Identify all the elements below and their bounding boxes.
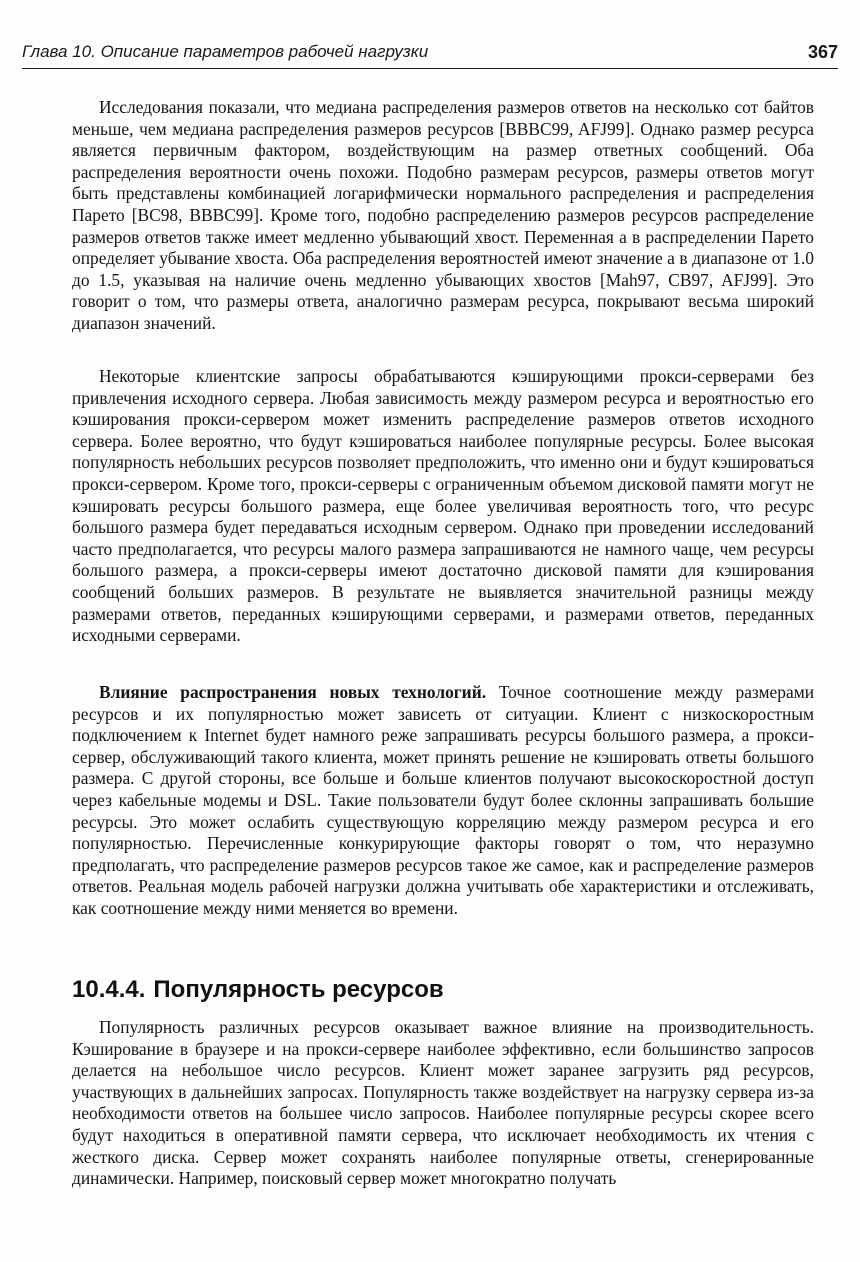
paragraph-resource-popularity: Популярность различных ресурсов оказывает важное влияние на производительность. Кэширование в браузере и на прокси-сервере наиболее эффективно, если большинство запросов делается на небольшое число ресурсов. Клиент может заранее загрузить ряд ресурсов, участвующих в дальнейших запросах. Популярность также воздействует на нагрузку сервера из-за необходимости ответов на большее число запросов. Наиболее популярные ресурсы скорее всего будут находиться в оперативной памяти сервера, что исключает необходимость их чтения с жесткого диска. Сервер может сохранять наиболее популярные ответы, сгенерированные динамически. Например, поисковый сервер может многократно получать — [72, 1017, 814, 1189]
running-header — [22, 40, 838, 69]
chapter-title: Глава 10. Описание параметров рабочей нагрузки — [22, 42, 429, 61]
page-number: 367 — [807, 42, 838, 62]
paragraph-new-technologies — [72, 682, 814, 920]
paragraph-response-size-median: Исследования показали, что медиана распределения размеров ответов на несколько сот байтов меньше, чем медиана распределения размеров ресурсов [BBBC99, AFJ99]. Однако размер ресурса является первичным фактором, воздействующим на размер ответных сообщений. Оба распределения вероятности очень похожи. Подобно размерам ресурсов, размеры ответов могут быть представлены комбинацией логарифмически нормального распределения и распределения Парето [BC98, BBBC99]. Кроме того, подобно распределению размеров ресурсов распределение размеров ответов также имеет медленно убывающий хвост. Переменная a в распределении Парето определяет убывание хвоста. Оба распределения вероятностей имеют значение a в диапазоне от 1.0 до 1.5, указывая на наличие очень медленно убывающих хвостов [Mah97, CB97, AFJ99]. Это говорит о том, что размеры ответа, аналогично размерам ресурса, покрывают весьма широкий диапазон значений. — [72, 97, 814, 333]
section-heading — [72, 975, 444, 1005]
section-number: 10.4.4. — [72, 976, 146, 1003]
section-title: Популярность ресурсов — [153, 976, 444, 1003]
paragraph-body: Точное соотношение между размерами ресурсов и их популярностью может зависеть от ситуации. Клиент с низкоскоростным подключением к Internet будет намного реже запрашивать ресурсы большого размера, а прокси-сервер, обслуживающий такого клиента, может принять решение не кэшировать ответы большого размера. С другой стороны, все больше и больше клиентов получают высокоскоростной доступ через кабельные модемы и DSL. Такие пользователи будут более склонны запрашивать большие ресурсы. Это может ослабить существующую корреляцию между размером ресурса и его популярностью. Перечисленные конкурирующие факторы говорят о том, что неразумно предполагать, что распределение размеров ресурсов такое же самое, как и распределение размеров ответов. Реальная модель рабочей нагрузки должна учитывать обе характеристики и отслеживать, как соотношение между ними меняется во времени. — [72, 682, 814, 918]
paragraph-lead-in: Влияние распространения новых технологий. — [99, 682, 487, 702]
paragraph-proxy-caching: Некоторые клиентские запросы обрабатываются кэширующими прокси-серверами без привлечения исходного сервера. Любая зависимость между размером ресурса и вероятностью его кэширования прокси-сервером может изменить распределение размеров ответов исходного сервера. Более вероятно, что будут кэшироваться наиболее популярные ресурсы. Более высокая популярность небольших ресурсов позволяет предположить, что именно они и будут кэшироваться прокси-сервером. Кроме того, прокси-серверы с ограниченным объемом дисковой памяти могут не кэшировать ресурсы большого размера, еще более увеличивая вероятность того, что ресурс большого размера будет передаваться исходным сервером. Однако при проведении исследований часто предполагается, что ресурсы малого размера запрашиваются не намного чаще, чем ресурсы большого размера, а прокси-серверы имеют достаточно дисковой памяти для кэширования сообщений больших размеров. В результате не выявляется значительной разницы между размерами ответов, переданных кэширующими серверами, и размерами ответов, переданных исходными серверами. — [72, 366, 814, 646]
